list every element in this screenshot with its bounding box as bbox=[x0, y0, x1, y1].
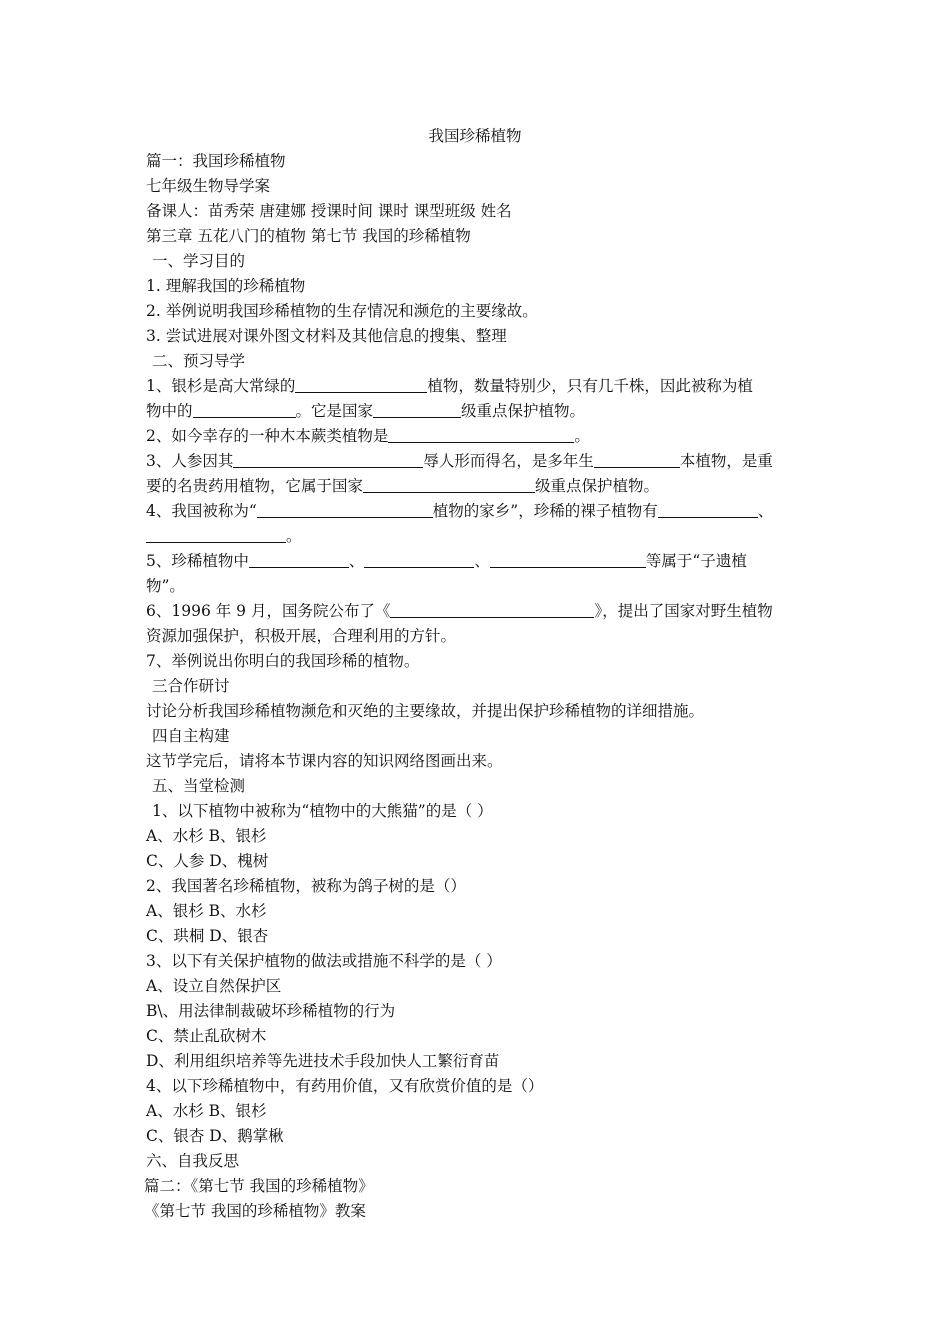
answer-blank[interactable] bbox=[363, 478, 535, 493]
question-3-line-1: 3、人参因其 辱人形而得名，是多年生 本植物，是重 bbox=[146, 452, 773, 470]
answer-blank[interactable] bbox=[390, 603, 594, 618]
goal-item-3: 3. 尝试进展对课外图文材料及其他信息的搜集、整理 bbox=[146, 327, 507, 345]
answer-blank[interactable] bbox=[658, 503, 758, 518]
answer-blank[interactable] bbox=[146, 528, 286, 543]
section-test: 五、当堂检测 bbox=[152, 777, 246, 795]
question-6-line-2: 资源加强保护，积极开展，合理利用的方针。 bbox=[146, 627, 457, 645]
heading-part-one: 篇一：我国珍稀植物 bbox=[146, 152, 286, 170]
section-cooperation: 三合作研讨 bbox=[152, 677, 230, 695]
question-6-line-1: 6、1996 年 9 月，国务院公布了《 》，提出了国家对野生植物 bbox=[146, 602, 773, 620]
question-1-line-1: 1、银杉是高大常绿的 植物，数量特别少，只有几千株，因此被称为植 bbox=[146, 377, 753, 395]
teacher-info: 备课人：苗秀荣 唐建娜 授课时间 课时 课型班级 姓名 bbox=[146, 202, 512, 220]
question-5-line-1: 5、珍稀植物中 、 、 等属于“子遗植 bbox=[146, 552, 747, 570]
answer-blank[interactable] bbox=[257, 503, 433, 518]
answer-blank[interactable] bbox=[233, 453, 423, 468]
answer-blank[interactable] bbox=[364, 553, 474, 568]
test-question-1: 1、以下植物中被称为“植物中的大熊猫”的是（ ） bbox=[152, 802, 493, 820]
section-reflection: 六、自我反思 bbox=[146, 1152, 240, 1170]
chapter-heading: 第三章 五花八门的植物 第七节 我国的珍稀植物 bbox=[146, 227, 471, 245]
test-1-option-cd: C、人参 D、槐树 bbox=[146, 852, 269, 870]
test-4-option-cd: C、银杏 D、鹅掌楸 bbox=[146, 1127, 284, 1145]
answer-blank[interactable] bbox=[490, 553, 646, 568]
test-3-option-c: C、禁止乱砍树木 bbox=[146, 1027, 267, 1045]
test-question-3: 3、以下有关保护植物的做法或措施不科学的是（ ） bbox=[146, 952, 502, 970]
section-self-build: 四自主构建 bbox=[152, 727, 230, 745]
section-goals: 一、学习目的 bbox=[152, 252, 246, 270]
answer-blank[interactable] bbox=[373, 403, 461, 418]
answer-blank[interactable] bbox=[249, 553, 349, 568]
goal-item-1: 1. 理解我国的珍稀植物 bbox=[146, 277, 306, 295]
test-4-option-ab: A、水杉 B、银杉 bbox=[146, 1102, 267, 1120]
heading-part-two: 篇二：《第七节 我国的珍稀植物》 bbox=[144, 1177, 374, 1195]
question-1-line-2: 物中的 。它是国家 级重点保护植物。 bbox=[146, 402, 586, 420]
lesson-plan-title: 《第七节 我国的珍稀植物》教案 bbox=[144, 1202, 366, 1220]
test-question-4: 4、以下珍稀植物中，有药用价值，又有欣赏价值的是（） bbox=[146, 1077, 544, 1095]
document-title: 我国珍稀植物 bbox=[428, 127, 522, 145]
test-2-option-ab: A、银杉 B、水杉 bbox=[146, 902, 267, 920]
self-build-text: 这节学完后，请将本节课内容的知识网络图画出来。 bbox=[146, 752, 503, 770]
test-3-option-a: A、设立自然保护区 bbox=[146, 977, 282, 995]
answer-blank[interactable] bbox=[295, 378, 427, 393]
question-7: 7、举例说出你明白的我国珍稀的植物。 bbox=[146, 652, 420, 670]
test-1-option-ab: A、水杉 B、银杉 bbox=[146, 827, 267, 845]
test-question-2: 2、我国著名珍稀植物，被称为鸽子树的是（） bbox=[146, 877, 466, 895]
test-2-option-cd: C、珙桐 D、银杏 bbox=[146, 927, 269, 945]
question-3-line-2: 要的名贵药用植物，它属于国家 级重点保护植物。 bbox=[146, 477, 660, 495]
cooperation-text: 讨论分析我国珍稀植物濒危和灭绝的主要缘故，并提出保护珍稀植物的详细措施。 bbox=[146, 702, 705, 720]
test-3-option-b: B\、用法律制裁破坏珍稀植物的行为 bbox=[146, 1002, 396, 1020]
answer-blank[interactable] bbox=[594, 453, 680, 468]
section-preview: 二、预习导学 bbox=[152, 352, 246, 370]
test-3-option-d: D、利用组织培养等先进技术手段加快人工繁衍育苗 bbox=[146, 1052, 500, 1070]
answer-blank[interactable] bbox=[388, 428, 574, 443]
answer-blank[interactable] bbox=[193, 403, 296, 418]
subtitle-guide: 七年级生物导学案 bbox=[146, 177, 271, 195]
question-5-line-2: 物”。 bbox=[146, 577, 185, 595]
question-2: 2、如今幸存的一种木本蕨类植物是 。 bbox=[146, 427, 590, 445]
question-4-line-1: 4、我国被称为“ 植物的家乡”，珍稀的裸子植物有 、 bbox=[146, 502, 774, 520]
question-4-line-2: 。 bbox=[146, 527, 818, 545]
goal-item-2: 2. 举例说明我国珍稀植物的生存情况和濒危的主要缘故。 bbox=[146, 302, 538, 320]
